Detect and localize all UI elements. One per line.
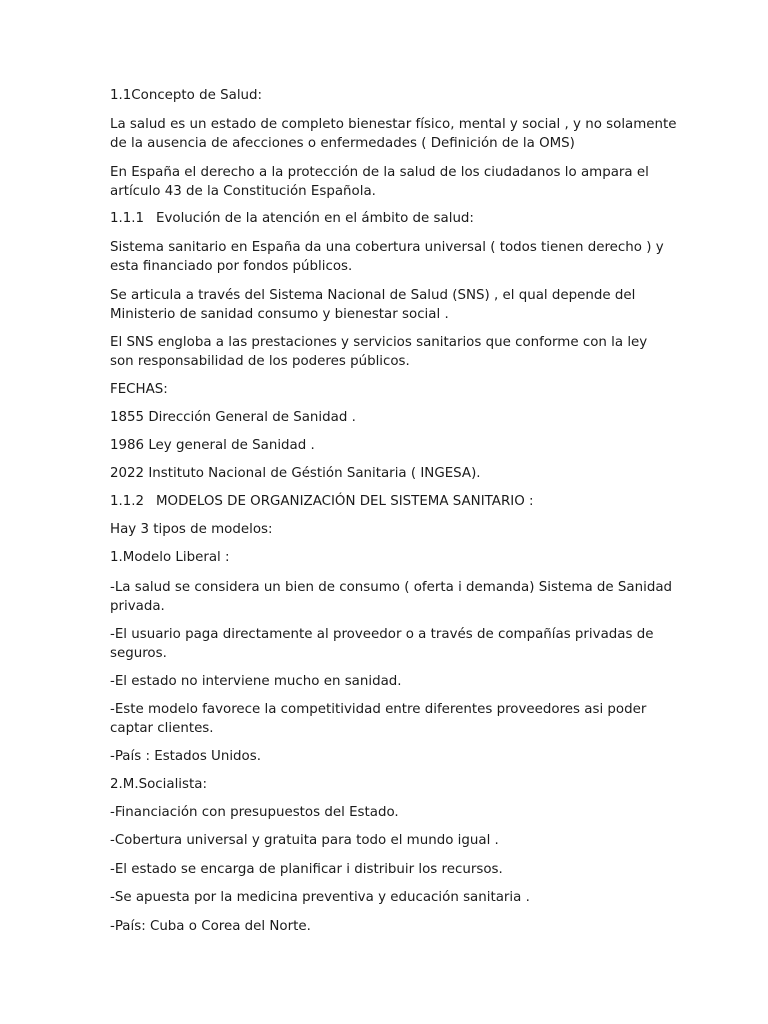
section-heading-1-1-1 [110,209,670,228]
date-item: 2022 Instituto Nacional de Géstión Sanitaria ( INGESA). [110,466,481,481]
list-item: captar clientes. [110,721,214,736]
section-heading-1-1: 1.1Concepto de Salud: [110,88,263,103]
list-item: -País : Estados Unidos. [110,749,261,764]
model-heading: 2.M.Socialista: [110,777,207,792]
paragraph-line: Hay 3 tipos de modelos: [110,522,273,537]
list-item: -El usuario paga directamente al proveedor o a través de compañías privadas de [110,627,654,642]
section-heading-1-1-2 [110,492,670,511]
list-item: seguros. [110,646,167,661]
paragraph-line: artículo 43 de la Constitución Española. [110,184,376,199]
paragraph-line: La salud es un estado de completo bienestar físico, mental y social , y no solamente [110,117,677,132]
paragraph-line: esta financiado por fondos públicos. [110,259,353,274]
list-item: -La salud se considera un bien de consumo ( oferta i demanda) Sistema de Sanidad [110,580,673,595]
date-item: 1855 Dirección General de Sanidad . [110,410,356,425]
list-item: -Este modelo favorece la competitividad entre diferentes proveedores asi poder [110,702,647,717]
list-item: -País: Cuba o Corea del Norte. [110,919,311,934]
dates-heading: FECHAS: [110,382,168,397]
list-item: -Cobertura universal y gratuita para todo el mundo igual . [110,833,499,848]
list-item: -Financiación con presupuestos del Estado. [110,805,399,820]
section-number: 1.1.1 [110,211,145,226]
date-item: 1986 Ley general de Sanidad . [110,438,315,453]
paragraph-line: Se articula a través del Sistema Nacional de Salud (SNS) , el qual depende del [110,288,636,303]
paragraph-line: El SNS engloba a las prestaciones y servicios sanitarios que conforme con la ley [110,335,648,350]
section-title: MODELOS DE ORGANIZACIÓN DEL SISTEMA SANITARIO : [156,494,534,509]
paragraph-line: En España el derecho a la protección de la salud de los ciudadanos lo ampara el [110,165,649,180]
list-item: -El estado no interviene mucho en sanidad. [110,674,402,689]
model-heading: 1.Modelo Liberal : [110,550,230,565]
paragraph-line: son responsabilidad de los poderes públicos. [110,354,410,369]
list-item: -El estado se encarga de planificar i distribuir los recursos. [110,862,503,877]
section-title: Evolución de la atención en el ámbito de salud: [156,211,474,226]
paragraph-line: Ministerio de sanidad consumo y bienestar social . [110,307,449,322]
paragraph-line: de la ausencia de afecciones o enfermedades ( Definición de la OMS) [110,136,575,151]
paragraph-line: Sistema sanitario en España da una cobertura universal ( todos tienen derecho ) y [110,240,664,255]
list-item: privada. [110,599,165,614]
section-number: 1.1.2 [110,494,145,509]
list-item: -Se apuesta por la medicina preventiva y educación sanitaria . [110,890,530,905]
